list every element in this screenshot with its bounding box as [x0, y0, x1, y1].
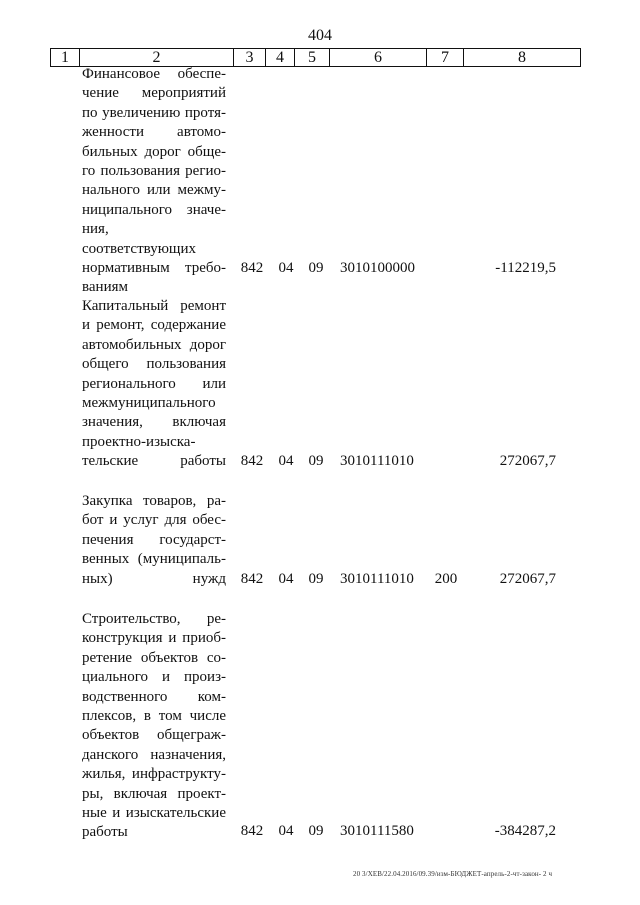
header-col-7: 7	[427, 49, 464, 67]
row-4-col4: 04	[278, 823, 294, 839]
row-2-col6: 3010111010	[340, 453, 414, 469]
row-1-col6: 3010100000	[340, 260, 415, 276]
header-col-8: 8	[464, 49, 581, 67]
row-2-amount: 272067,7	[499, 453, 556, 469]
row-3-description: Закупка товаров, работ и услуг для обеспечения государственных (муниципальных) нужд	[82, 493, 226, 587]
document-footer: 20 3/ХЕВ/22.04.2016/09.39/изм-БЮДЖЕТ-апрель-2-чт-закон- 2 ч	[353, 870, 553, 878]
row-3-col7: 200	[434, 571, 458, 587]
row-3-col5: 09	[308, 571, 324, 587]
row-1-description: Финансовое обеспечение мероприятий по увеличению протяженности автомобильных дорог общего пользования регионального или межмуниципального значения, соответствующих нормативным требованиям	[82, 66, 226, 296]
row-3-col3: 842	[240, 571, 264, 587]
row-2-description: Капитальный ремонт и ремонт, содержание автомобильных дорог общего пользования регионального или межмуниципального значения, включая проектно-изыскательские работы	[82, 298, 226, 470]
row-2-col4: 04	[278, 453, 294, 469]
row-1-col5: 09	[308, 260, 324, 276]
row-3-amount: 272067,7	[499, 571, 556, 587]
row-1-col3: 842	[240, 260, 264, 276]
row-1-col4: 04	[278, 260, 294, 276]
page-number: 404	[308, 27, 332, 44]
header-col-3: 3	[234, 49, 266, 67]
row-1-amount: -112219,5	[495, 260, 556, 276]
header-col-4: 4	[266, 49, 295, 67]
header-col-1: 1	[51, 49, 80, 67]
row-3-col4: 04	[278, 571, 294, 587]
row-2-col5: 09	[308, 453, 324, 469]
row-4-amount: -384287,2	[494, 823, 556, 839]
header-col-5: 5	[295, 49, 330, 67]
row-4-description: Строительство, реконструкция и приобретение объектов социального и производственного комплексов, в том числе объектов общегражданского назначения, жилья, инфраструктуры, включая проектные и изыскательские работы	[82, 611, 226, 841]
row-4-col5: 09	[308, 823, 324, 839]
header-col-2: 2	[80, 49, 234, 67]
row-4-col6: 3010111580	[340, 823, 414, 839]
header-col-6: 6	[330, 49, 427, 67]
row-2-col3: 842	[240, 453, 264, 469]
row-4-col3: 842	[240, 823, 264, 839]
row-3-col6: 3010111010	[340, 571, 414, 587]
